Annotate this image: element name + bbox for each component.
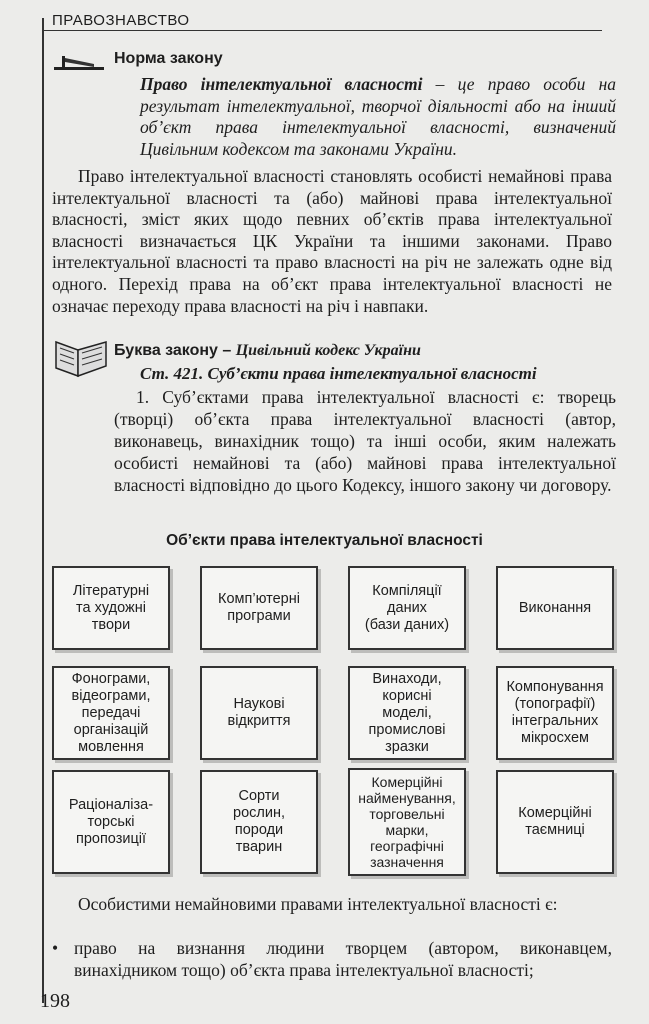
object-box: Комп’ютерні програми	[200, 566, 318, 650]
bullet-icon: •	[52, 938, 59, 958]
diagram-title: Об’єкти права інтелектуальної власності	[166, 532, 483, 549]
object-box: Раціоналіза- торські пропозиції	[52, 770, 170, 874]
norm-heading: Норма закону	[114, 50, 223, 67]
norm-definition	[140, 74, 616, 160]
page-number: 198	[40, 990, 70, 1012]
law-letter-heading	[114, 342, 421, 360]
object-box: Компіляції даних (бази даних)	[348, 566, 466, 650]
article-text	[114, 386, 616, 496]
object-box: Фонограми, відеограми, передачі організацій мовлення	[52, 666, 170, 760]
civil-code-title: Цивільний кодекс України	[235, 342, 421, 359]
object-box: Компонування (топографії) інтегральних мікросхем	[496, 666, 614, 760]
article-title: Ст. 421. Суб’єкти права інтелектуальної власності	[140, 364, 537, 383]
open-book-icon	[52, 338, 110, 380]
object-box: Наукові відкриття	[200, 666, 318, 760]
law-letter-prefix: Буква закону –	[114, 342, 236, 359]
list-item	[52, 938, 612, 981]
article-body: 1. Суб’єктами права інтелектуальної власності є: творець (творці) об’єкта права інтелектуальної власності (автор, виконавець, винахідник тощо) та інші особи, яким належать особисті немайнові та (або) майнові права інтелектуальної власності відповідно до цього Кодексу, іншого закону чи договору.	[114, 387, 616, 495]
list-item-text: право на визнання людини творцем (автором, виконавцем, винахідником тощо) об’єкта права інтелектуальної власності;	[74, 938, 612, 980]
object-box: Комерційні таємниці	[496, 770, 614, 874]
personal-rights-intro: Особистими немайновими правами інтелектуальної власності є:	[78, 894, 558, 914]
object-box: Літературні та художні твори	[52, 566, 170, 650]
object-box: Винаходи, корисні моделі, промислові зразки	[348, 666, 466, 760]
paragraph-property-rights: Право інтелектуальної власності становлять особисті немайнові права інтелектуальної власності та (або) майнові права інтелектуальної власності, зміст яких щодо певних об’єктів права інтелектуальної власності визначається ЦК України та іншими законами. Право інтелектуальної власності та право власності на річ не залежать одне від одного. Перехід права на об’єкт права інтелектуальної власності не означає переходу права власності на річ і навпаки.	[52, 166, 612, 316]
object-box: Сорти рослин, породи тварин	[200, 770, 318, 874]
running-header: ПРАВОЗНАВСТВО	[52, 12, 190, 29]
object-box: Комерційні найменування, торговельні марки, географічні зазначення	[348, 768, 466, 876]
gavel-icon	[52, 52, 108, 74]
margin-rule	[42, 18, 44, 1003]
object-box: Виконання	[496, 566, 614, 650]
header-rule	[42, 30, 602, 31]
definition-term: Право інтелектуальної власності	[140, 74, 423, 94]
definition-text: – це право особи на результат інтелектуальної, творчої діяльності або на інший об’єкт права інтелектуальної власності, визначений Цивільним кодексом та законами України.	[140, 74, 617, 159]
